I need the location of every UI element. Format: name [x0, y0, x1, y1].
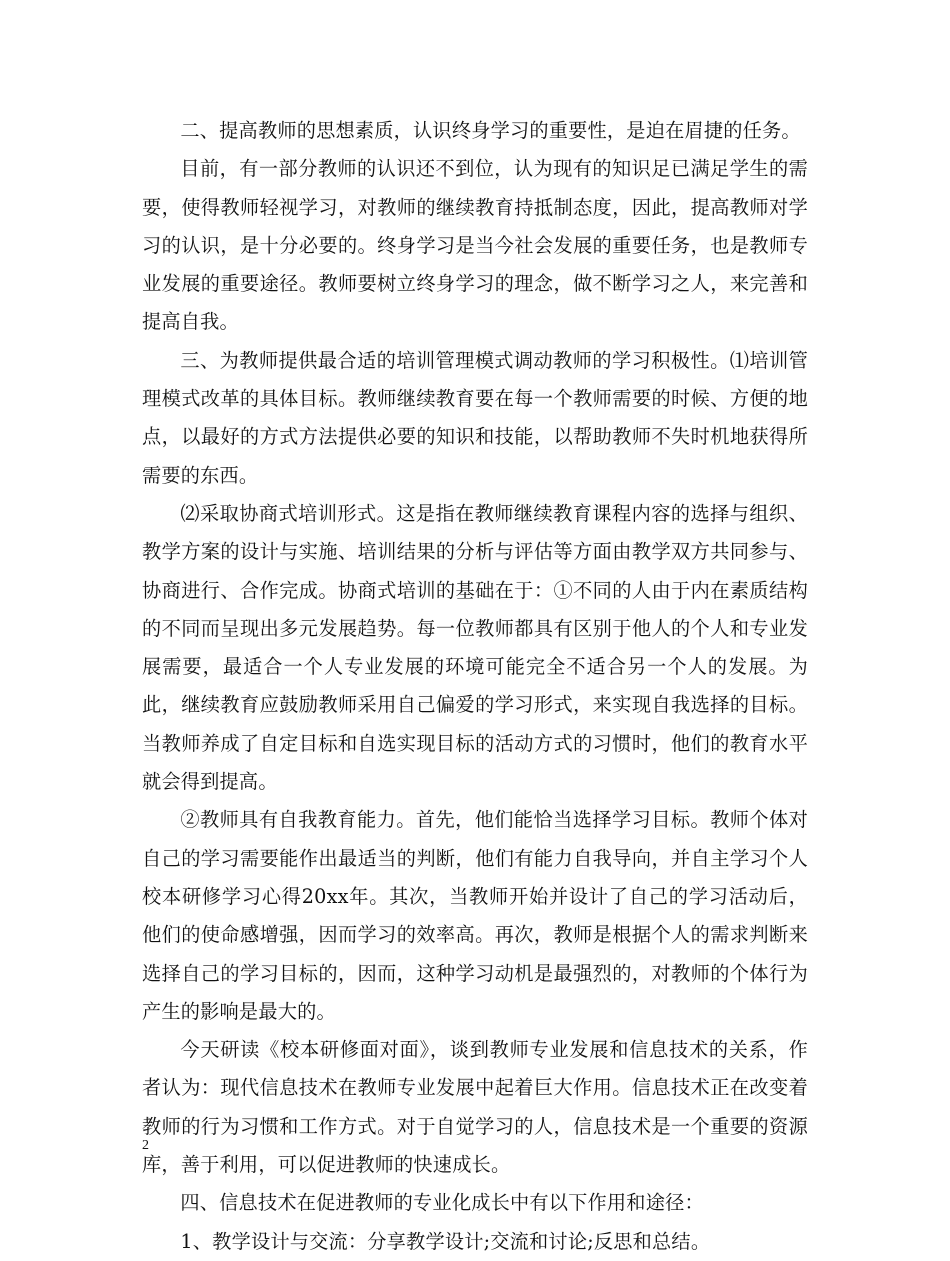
paragraph-section-two-heading: 二、提高教师的思想素质，认识终身学习的重要性，是迫在眉捷的任务。 — [180, 119, 801, 142]
paragraph-self-education-ability: ②教师具有自我教育能力。首先，他们能恰当选择学习目标。教师个体对自己的学习需要能作出最适当的判断，他们有能力自我导向，并自主学习个人校本研修学习心得20xx年。其次，当教师开始并设计了自己的学习活动后，他们的使命感增强，因而学习的效率高。再次，教师是根据个人的需求判断来选择自己的学习目标的，因而，这种学习动机是最强烈的，对教师的个体行为产生的影响是最大的。 — [142, 808, 808, 1023]
paragraph-teaching-design-exchange: 1、教学设计与交流：分享教学设计;交流和讨论;反思和总结。 — [180, 1229, 711, 1253]
paragraph-lifelong-learning: 目前，有一部分教师的认识还不到位，认为现有的知识足已满足学生的需要，使得教师轻视学习，对教师的继续教育持抵制态度，因此，提高教师对学习的认识，是十分必要的。终身学习是当今社会发展的重要任务，也是教师专业发展的重要途径。教师要树立终身学习的理念，做不断学习之人，来完善和提高自我。 — [142, 157, 808, 334]
paragraph-consultative-training: ⑵采取协商式培训形式。这是指在教师继续教育课程内容的选择与组织、教学方案的设计与实施、培训结果的分析与评估等方面由教学双方共同参与、协商进行、合作完成。协商式培训的基础在于：①不同的人由于内在素质结构的不同而呈现出多元发展趋势。每一位教师都具有区别于他人的个人和专业发展需要，最适合一个人专业发展的环境可能完全不适合另一个人的发展。为此，继续教育应鼓励教师采用自己偏爱的学习形式，来实现自我选择的目标。当教师养成了自定目标和自选实现目标的活动方式的习惯时，他们的教育水平就会得到提高。 — [142, 501, 808, 794]
page-number: 2 — [142, 1138, 149, 1153]
paragraph-section-four-heading: 四、信息技术在促进教师的专业化成长中有以下作用和途径： — [180, 1191, 704, 1215]
paragraph-section-three-training-model: 三、为教师提供最合适的培训管理模式调动教师的学习积极性。⑴培训管理模式改革的具体目标。教师继续教育要在每一个教师需要的时候、方便的地点，以最好的方式方法提供必要的知识和技能，以帮助教师不失时机地获得所需要的东西。 — [142, 348, 808, 487]
document-body — [142, 112, 808, 1261]
paragraph-information-technology: 今天研读《校本研修面对面》，谈到教师专业发展和信息技术的关系，作者认为：现代信息技术在教师专业发展中起着巨大作用。信息技术正在改变着教师的行为习惯和工作方式。对于自觉学习的人，信息技术是一个重要的资源库，善于利用，可以促进教师的快速成长。 — [142, 1038, 808, 1177]
